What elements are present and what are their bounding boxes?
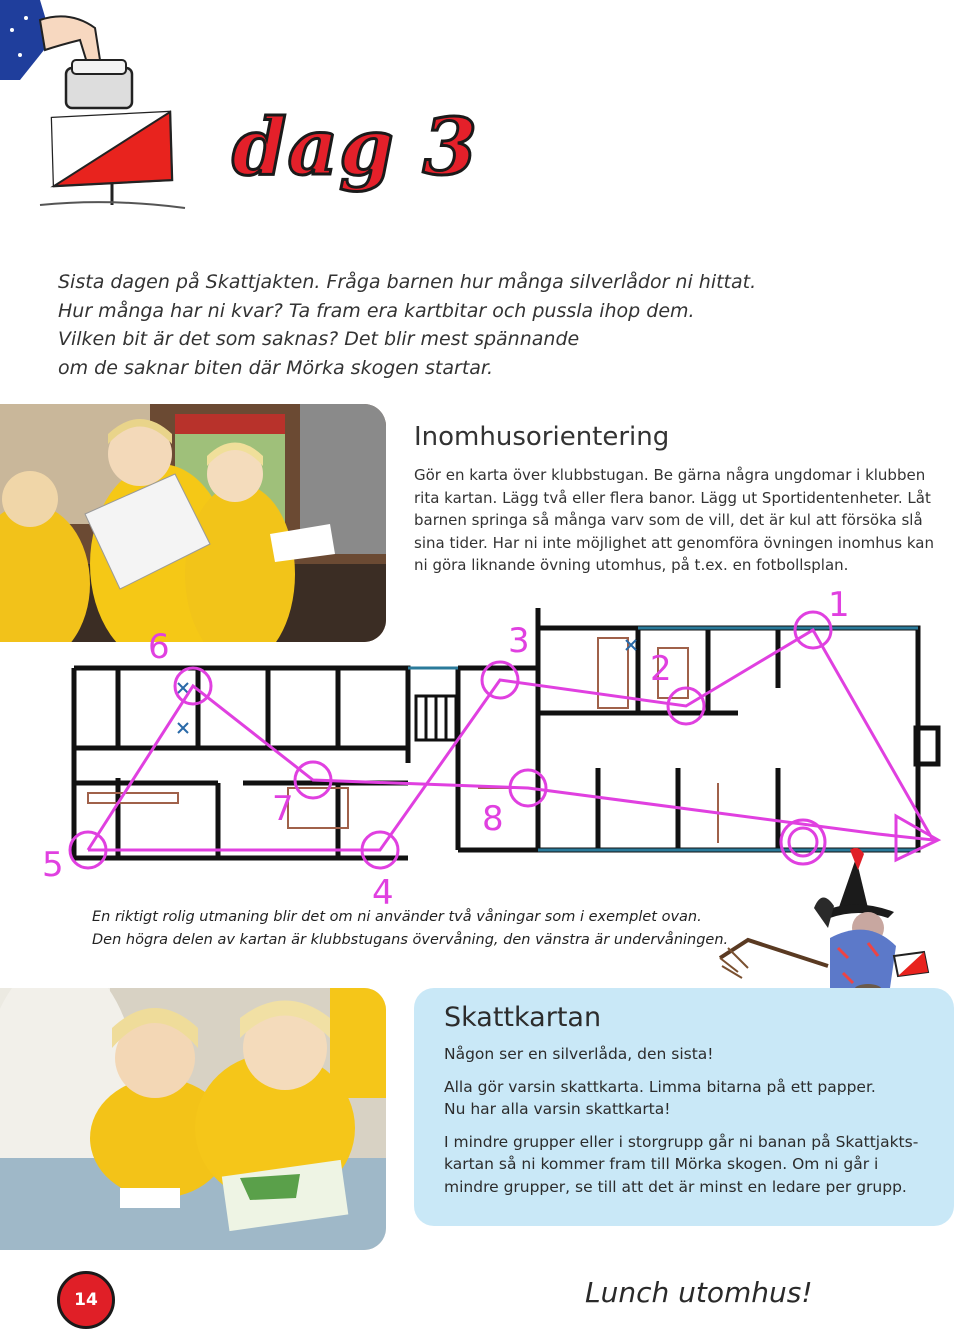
section-body: Gör en karta över klubbstugan. Be gärna några ungdomar i klubben rita kartan. Lägg två eller flera banor. Lägg ut Sportidentenheter. Låt barnen springa så många varv som de vill, det är kul att försöka slå sina tider. Har ni inte möjlighet att genomföra övningen inomhus kan ni göra liknande övning utomhus, på t.ex. en fotbollsplan. <box>414 466 934 574</box>
box-line: Nu har alla varsin skattkarta! <box>444 1100 671 1118</box>
lunch-note: Lunch utomhus! <box>585 1276 813 1309</box>
box-heading: Skattkartan <box>444 1002 602 1033</box>
section-heading: Inomhusorientering <box>414 422 670 452</box>
witch-clipart <box>718 848 950 998</box>
control-number-3: 3 <box>508 621 530 661</box>
page-number: 14 <box>57 1271 115 1329</box>
intro-line: Hur många har ni kvar? Ta fram era kartbitar och pussla ihop dem. <box>58 299 695 322</box>
control-number-7: 7 <box>272 789 294 829</box>
control-number-5: 5 <box>42 845 64 885</box>
box-paragraph: I mindre grupper eller i storgrupp går ni banan på Skattjakts-kartan så ni kommer fram till Mörka skogen. Om ni går i mindre grupper, se till att det är minst en ledare per grupp. <box>444 1132 919 1196</box>
box-paragraph: Någon ser en silverlåda, den sista! <box>444 1045 714 1063</box>
photo-kids-at-table <box>0 988 386 1250</box>
treasure-map-box <box>414 988 954 1226</box>
intro-line: Vilken bit är det som saknas? Det blir mest spännande <box>58 328 580 350</box>
control-number-1: 1 <box>828 588 850 625</box>
intro-line: Sista dagen på Skattjakten. Fråga barnen hur många silverlådor ni hittat. <box>58 271 757 293</box>
control-number-2: 2 <box>650 649 672 689</box>
caption-line: Den högra delen av kartan är klubbstugans övervåning, den vänstra är undervåningen. <box>92 932 729 948</box>
intro-line: om de saknar biten där Mörka skogen startar. <box>58 356 494 379</box>
control-number-4: 4 <box>372 873 394 908</box>
box-line: Alla gör varsin skattkarta. Limma bitarna på ett papper. <box>444 1077 876 1096</box>
indoor-orienteering-section <box>414 422 950 577</box>
intro-text <box>58 268 818 382</box>
caption-line: En riktigt rolig utmaning blir det om ni använder två våningar som i exemplet ovan. <box>92 909 702 925</box>
control-number-8: 8 <box>482 799 504 839</box>
map-caption <box>92 906 772 952</box>
control-number-6: 6 <box>148 627 170 667</box>
page-title: dag 3 <box>232 102 479 193</box>
orienteering-control-clipart <box>0 0 190 220</box>
box-paragraph <box>444 1076 926 1121</box>
